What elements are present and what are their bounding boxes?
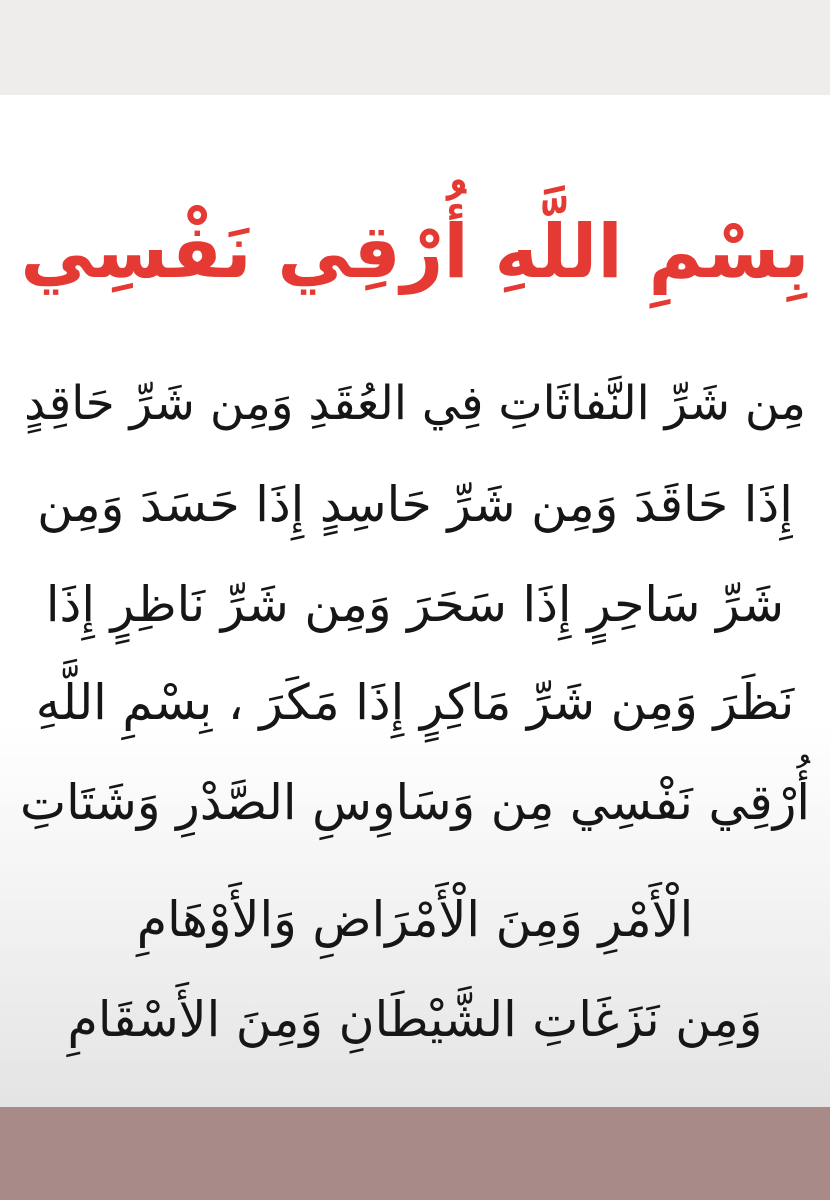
text-line-4: نَظَرَ وَمِن شَرِّ مَاكِرٍ إِذَا مَكَرَ ، بِسْمِ اللَّهِ [35, 674, 795, 731]
text-line-7: وَمِن نَزَغَاتِ الشَّيْطَانِ وَمِنَ الأَسْقَامِ [67, 991, 763, 1048]
text-line-2: إِذَا حَاقَدَ وَمِن شَرِّ حَاسِدٍ إِذَا حَسَدَ وَمِن [37, 476, 793, 533]
top-band [0, 0, 830, 95]
text-line-5: أُرْقِي نَفْسِي مِن وَسَاوِسِ الصَّدْرِ وَشَتَاتِ [19, 774, 810, 831]
card-title: بِسْمِ اللَّهِ أُرْقِي نَفْسِي [20, 209, 810, 295]
text-line-1: مِن شَرِّ النَّفاثَاتِ فِي العُقَدِ وَمِن شَرِّ حَاقِدٍ [24, 376, 806, 431]
supplication-card [0, 95, 830, 1107]
text-line-6: الْأَمْرِ وَمِنَ الْأَمْرَاضِ وَالأَوْهَامِ [136, 891, 694, 948]
text-line-3: شَرِّ سَاحِرٍ إِذَا سَحَرَ وَمِن شَرِّ نَاظِرٍ إِذَا [45, 576, 785, 633]
bottom-band [0, 1107, 830, 1200]
